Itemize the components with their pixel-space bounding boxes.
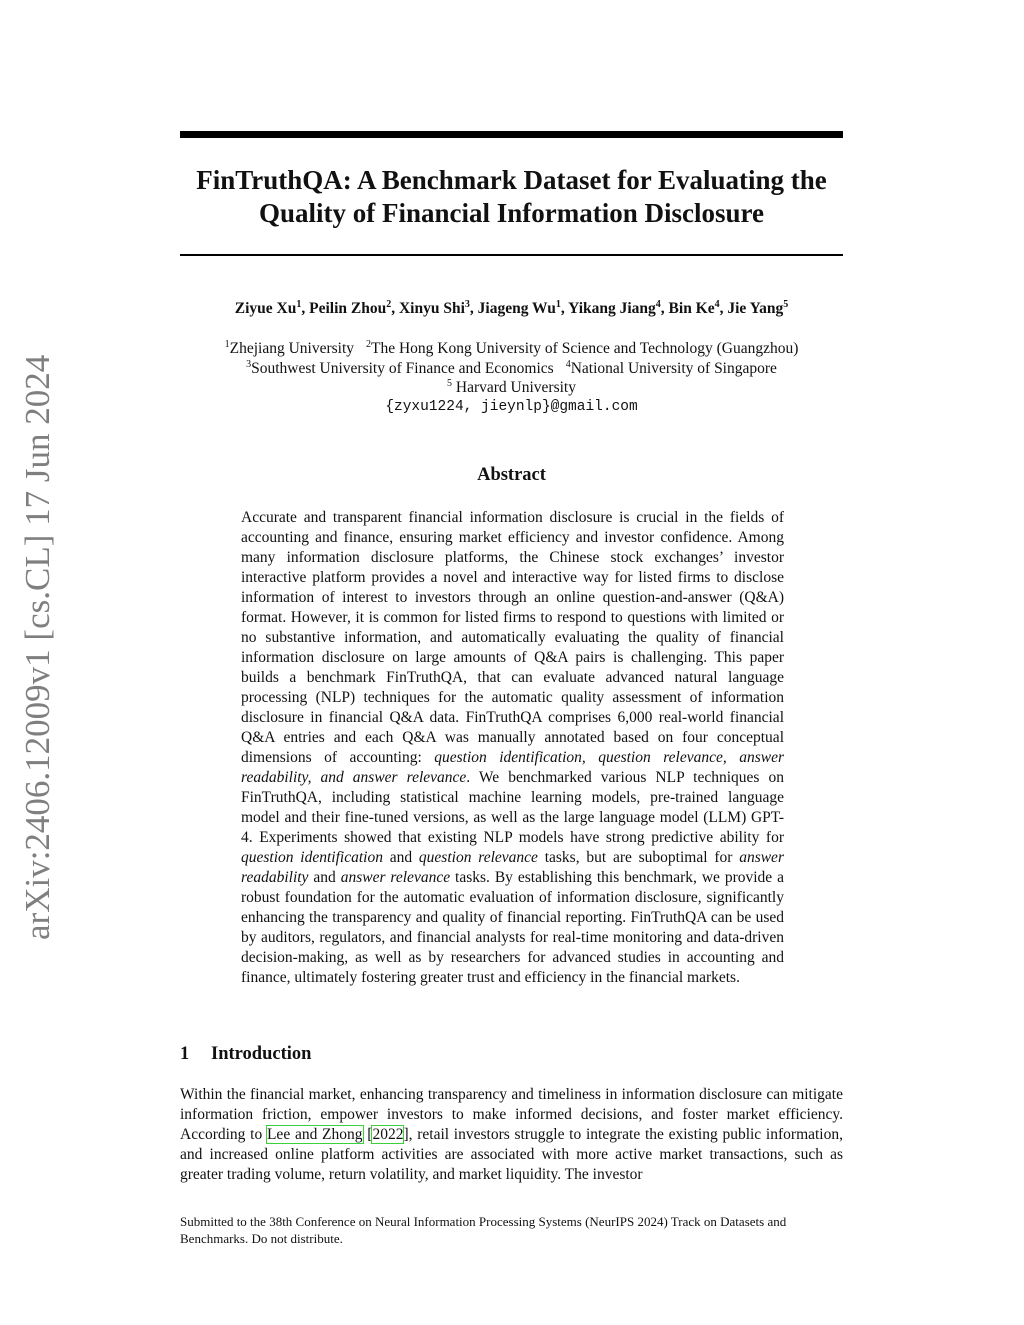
author-name: Jiageng Wu bbox=[477, 300, 556, 317]
introduction-body bbox=[180, 1085, 843, 1185]
citation-year-link[interactable]: 2022 bbox=[372, 1126, 404, 1143]
author-affiliation-mark: 4 bbox=[655, 298, 661, 310]
abstract-text: and bbox=[382, 849, 419, 866]
author-name: Yikang Jiang bbox=[568, 300, 656, 317]
author-list: Ziyue Xu$^1$, Peilin Zhou$^2$, Xinyu Shi$^3$, Jiageng Wu$^1$, Yikang Jiang$^4$, Bin Ke$^4$, Jie Yang$^5$ bbox=[234, 298, 789, 317]
author-affiliation-mark: 2 bbox=[386, 298, 392, 310]
affiliations bbox=[180, 339, 843, 417]
abstract-text: . We benchmarked various NLP techniques on FinTruthQA, including statistical machine learning models, pre-trained language model and their fine-tuned versions, as well as the large language model (LLM) GPT-4. Experiments showed that existing NLP models have strong predictive ability for bbox=[241, 769, 784, 846]
submission-footnote: Submitted to the 38th Conference on Neural Information Processing Systems (NeurIPS 2024) Track on Datasets and Benchmarks. Do not distribute. bbox=[180, 1214, 787, 1246]
abstract-emphasis: question relevance bbox=[418, 849, 538, 866]
affiliation-nus: National University of Singapore bbox=[570, 359, 777, 377]
abstract-emphasis: question identification bbox=[241, 849, 383, 866]
abstract-emphasis: answer relevance bbox=[340, 869, 451, 886]
affiliation-swufe: Southwest University of Finance and Economics bbox=[251, 359, 554, 377]
author-name: Jie Yang bbox=[727, 300, 784, 317]
citation-author-link[interactable]: Lee and Zhong bbox=[266, 1126, 363, 1143]
title-line-2: Quality of Financial Information Disclosure bbox=[258, 198, 764, 228]
author-name: Bin Ke bbox=[668, 300, 715, 317]
abstract-emphasis: answer readability bbox=[241, 849, 784, 886]
title-rule-top bbox=[180, 131, 843, 138]
affiliation-line-3 bbox=[180, 378, 843, 398]
title-line-1: FinTruthQA: A Benchmark Dataset for Evaluating the bbox=[196, 165, 827, 195]
affiliation-mark: 2 bbox=[366, 338, 372, 350]
affiliation-line-1 bbox=[180, 339, 843, 359]
contact-email: {zyxu1224, jieynlp}@gmail.com bbox=[385, 398, 638, 415]
affiliation-mark: 1 bbox=[224, 338, 230, 350]
author-affiliation-mark: 3 bbox=[464, 298, 470, 310]
author-affiliation-mark: 5 bbox=[783, 298, 789, 310]
author-name: Xinyu Shi bbox=[398, 300, 465, 317]
author-affiliation-mark: 1 bbox=[296, 298, 302, 310]
affiliation-harvard: Harvard University bbox=[452, 379, 576, 396]
section-number: 1 bbox=[180, 1044, 190, 1064]
affiliation-zhejiang: Zhejiang University bbox=[229, 340, 355, 357]
affiliation-mark: 3 bbox=[246, 358, 252, 370]
affiliation-hkust: The Hong Kong University of Science and Technology (Guangzhou) bbox=[371, 340, 799, 357]
section-title: Introduction bbox=[211, 1044, 312, 1064]
intro-text: Within the financial market, enhancing transparency and timeliness in information disclosure can mitigate information friction, empower investors to make informed decisions, and foster market efficiency. According to bbox=[180, 1086, 843, 1143]
abstract-body bbox=[241, 508, 784, 988]
title-rule-bottom bbox=[180, 254, 843, 256]
intro-text: [ bbox=[362, 1126, 373, 1143]
abstract-text: tasks. By establishing this benchmark, we provide a robust foundation for the automatic evaluation of information disclosure, significantly enhancing the transparency and quality of financial reporting. FinTruthQA can be used by auditors, regulators, and financial analysts for real-time monitoring and data-driven decision-making, as well as by researchers for advanced studies in accounting and finance, ultimately fostering greater trust and efficiency in the financial markets. bbox=[241, 869, 784, 986]
affiliation-mark: 4 bbox=[565, 358, 571, 370]
author-affiliation-mark: 4 bbox=[714, 298, 720, 310]
abstract-emphasis: question identification, question relevance, answer readability, and answer relevance bbox=[241, 749, 784, 786]
abstract-text: and bbox=[308, 869, 341, 886]
arxiv-stamp: arXiv:2406.12009v1 [cs.CL] 17 Jun 2024 bbox=[18, 354, 57, 940]
intro-text: ], retail investors struggle to integrate the existing public information, and increased online platform activities are associated with more active market transactions, such as greater trading volume, return volatility, and market liquidity. The investor bbox=[180, 1126, 843, 1183]
abstract-text: tasks, but are suboptimal for bbox=[537, 849, 740, 866]
affiliation-mark: 5 bbox=[447, 377, 453, 389]
author-name: Peilin Zhou bbox=[309, 300, 387, 317]
section-heading-introduction bbox=[180, 1042, 843, 1066]
abstract-heading: Abstract bbox=[477, 465, 546, 485]
author-affiliation-mark: 1 bbox=[555, 298, 561, 310]
affiliation-line-2 bbox=[180, 359, 843, 379]
abstract-text: Accurate and transparent financial information disclosure is crucial in the fields of accounting and finance, ensuring market efficiency and investor confidence. Among many information disclosure platforms, the Chinese stock exchanges’ investor interactive platform provides a novel and interactive way for listed firms to disclose information of interest to investors through an online question-and-answer (Q&A) format. However, it is common for listed firms to respond to questions with limited or no substantive information, and automatically evaluating the quality of financial information disclosure on large amounts of Q&A pairs is challenging. This paper builds a benchmark FinTruthQA, that can evaluate advanced natural language processing (NLP) techniques for the automatic quality assessment of information disclosure in financial Q&A data. FinTruthQA comprises 6,000 real-world financial Q&A entries and each Q&A was manually annotated based on four conceptual dimensions of accounting: bbox=[241, 509, 784, 766]
author-name: Ziyue Xu bbox=[234, 300, 297, 317]
paper-title bbox=[180, 164, 843, 230]
